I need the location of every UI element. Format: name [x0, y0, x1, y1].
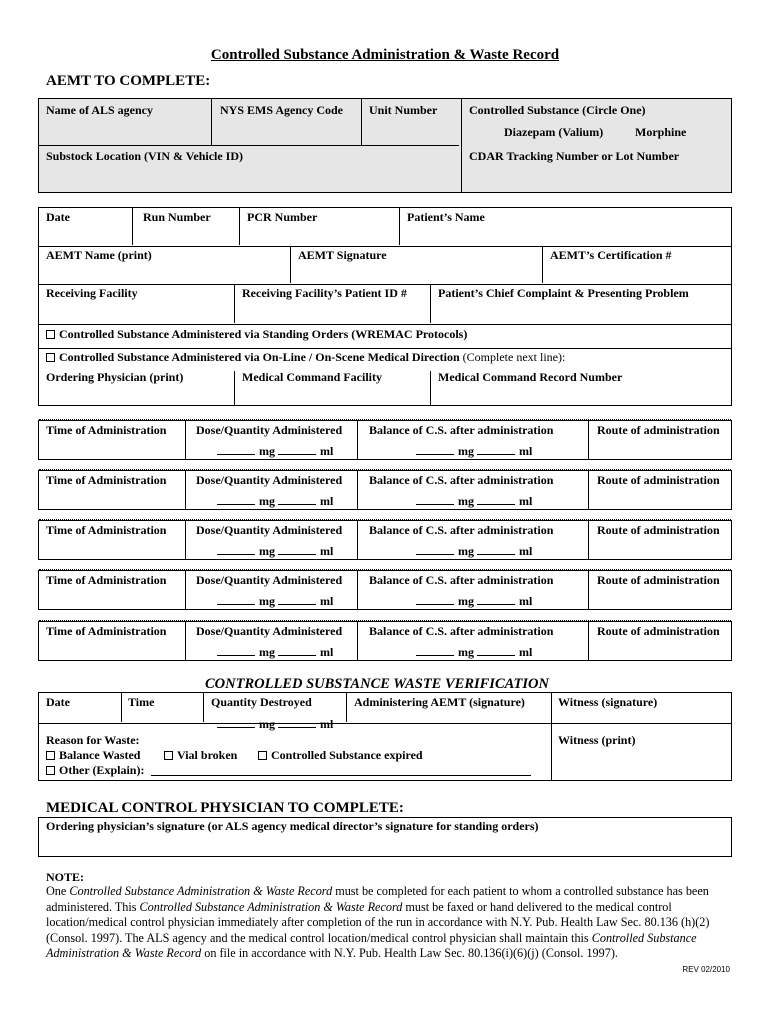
controlled-substance-label: Controlled Substance (Circle One)	[469, 103, 646, 117]
balance-field[interactable]: mg ml	[416, 544, 532, 559]
dose-field[interactable]: mg ml	[217, 444, 333, 459]
form-title: Controlled Substance Administration & Waste Record	[210, 47, 560, 63]
balance-label: Balance of C.S. after administration	[369, 624, 554, 638]
checkbox-icon[interactable]	[164, 751, 173, 760]
note-heading: NOTE:	[46, 870, 85, 884]
online-direction-option[interactable]: Controlled Substance Administered via On-Line / On-Scene Medical Direction (Complete next line):	[46, 350, 565, 365]
administration-row	[38, 420, 732, 460]
administration-row	[38, 520, 732, 560]
balance-field[interactable]: mg ml	[416, 444, 532, 459]
administration-row	[38, 570, 732, 610]
patient-box	[38, 207, 732, 406]
medical-command-facility-field[interactable]: Medical Command Facility	[242, 370, 382, 384]
agency-name-field[interactable]: Name of ALS agency	[46, 103, 153, 117]
waste-date-field[interactable]: Date	[46, 695, 70, 709]
aemt-signature-field[interactable]: AEMT Signature	[298, 248, 387, 262]
date-field[interactable]: Date	[46, 210, 70, 224]
balance-field[interactable]: mg ml	[416, 494, 532, 509]
reason-label: Reason for Waste:	[46, 733, 140, 747]
balance-label: Balance of C.S. after administration	[369, 473, 554, 487]
checkbox-icon[interactable]	[46, 751, 55, 760]
quantity-destroyed-label: Quantity Destroyed	[211, 695, 312, 709]
checkbox-icon[interactable]	[46, 766, 55, 775]
time-of-administration-field[interactable]: Time of Administration	[46, 473, 167, 487]
time-of-administration-field[interactable]: Time of Administration	[46, 573, 167, 587]
time-of-administration-field[interactable]: Time of Administration	[46, 523, 167, 537]
revision-label: REV 02/2010	[682, 965, 730, 974]
ordering-physician-field[interactable]: Ordering Physician (print)	[46, 370, 184, 384]
waste-heading: CONTROLLED SUBSTANCE WASTE VERIFICATION	[205, 676, 549, 692]
expired-option[interactable]: Controlled Substance expired	[258, 748, 423, 763]
witness-print-field[interactable]: Witness (print)	[558, 733, 636, 747]
medical-command-record-field[interactable]: Medical Command Record Number	[438, 370, 623, 384]
other-explain-line[interactable]	[151, 775, 531, 776]
pcr-number-field[interactable]: PCR Number	[247, 210, 318, 224]
patient-name-field[interactable]: Patient’s Name	[407, 210, 485, 224]
vial-broken-option[interactable]: Vial broken	[164, 748, 237, 763]
administration-row	[38, 621, 732, 661]
route-field[interactable]: Route of administration	[597, 473, 720, 487]
time-of-administration-field[interactable]: Time of Administration	[46, 423, 167, 437]
administering-aemt-field[interactable]: Administering AEMT (signature)	[354, 695, 525, 709]
dose-label: Dose/Quantity Administered	[196, 423, 343, 437]
other-option[interactable]: Other (Explain):	[46, 763, 144, 778]
quantity-destroyed-field[interactable]: mg ml	[217, 717, 333, 732]
unit-number-field[interactable]: Unit Number	[369, 103, 438, 117]
dose-label: Dose/Quantity Administered	[196, 624, 343, 638]
dose-field[interactable]: mg ml	[217, 594, 333, 609]
administration-row	[38, 470, 732, 510]
physician-box	[38, 817, 732, 857]
route-field[interactable]: Route of administration	[597, 573, 720, 587]
balance-field[interactable]: mg ml	[416, 645, 532, 660]
waste-time-field[interactable]: Time	[128, 695, 155, 709]
physician-section-heading: MEDICAL CONTROL PHYSICIAN TO COMPLETE:	[46, 800, 404, 816]
witness-signature-field[interactable]: Witness (signature)	[558, 695, 658, 709]
agency-box	[38, 98, 732, 193]
checkbox-icon[interactable]	[46, 353, 55, 362]
route-field[interactable]: Route of administration	[597, 624, 720, 638]
waste-box	[38, 692, 732, 781]
balance-label: Balance of C.S. after administration	[369, 573, 554, 587]
standing-orders-option[interactable]: Controlled Substance Administered via Standing Orders (WREMAC Protocols)	[46, 327, 467, 342]
substock-location-field[interactable]: Substock Location (VIN & Vehicle ID)	[46, 149, 244, 163]
note-text: One Controlled Substance Administration & Waste Record must be completed for each patient to whom a controlled substance has been administered. This Controlled Substance Administration & Waste Record must be faxed or hand delivered to the medical control location/medical control physician immediately after completion of the run in accordance with N.Y. Pub. Health Law Sec. 80.136 (h)(2) (Consol. 1997). The ALS agency and the medical control location/medical control physician shall maintain this Controlled Substance Administration & Waste Record on file in accordance with N.Y. Pub. Health Law Sec. 80.136(i)(6)(j) (Consol. 1997).	[46, 884, 710, 961]
run-number-field[interactable]: Run Number	[143, 210, 211, 224]
route-field[interactable]: Route of administration	[597, 423, 720, 437]
dose-label: Dose/Quantity Administered	[196, 523, 343, 537]
balance-wasted-option[interactable]: Balance Wasted	[46, 748, 140, 763]
agency-code-field[interactable]: NYS EMS Agency Code	[220, 103, 344, 117]
dose-field[interactable]: mg ml	[217, 544, 333, 559]
aemt-section-heading: AEMT TO COMPLETE:	[46, 73, 211, 89]
chief-complaint-field[interactable]: Patient’s Chief Complaint & Presenting Problem	[438, 286, 689, 300]
dose-field[interactable]: mg ml	[217, 645, 333, 660]
aemt-name-field[interactable]: AEMT Name (print)	[46, 248, 152, 262]
physician-signature-field[interactable]: Ordering physician’s signature (or ALS agency medical director’s signature for standing orders)	[46, 819, 539, 833]
balance-label: Balance of C.S. after administration	[369, 523, 554, 537]
dose-label: Dose/Quantity Administered	[196, 573, 343, 587]
checkbox-icon[interactable]	[258, 751, 267, 760]
checkbox-icon[interactable]	[46, 330, 55, 339]
option-diazepam[interactable]: Diazepam (Valium)	[504, 125, 604, 139]
time-of-administration-field[interactable]: Time of Administration	[46, 624, 167, 638]
route-field[interactable]: Route of administration	[597, 523, 720, 537]
option-morphine[interactable]: Morphine	[635, 125, 687, 139]
balance-field[interactable]: mg ml	[416, 594, 532, 609]
dose-field[interactable]: mg ml	[217, 494, 333, 509]
receiving-facility-field[interactable]: Receiving Facility	[46, 286, 138, 300]
receiving-patient-id-field[interactable]: Receiving Facility’s Patient ID #	[242, 286, 407, 300]
dose-label: Dose/Quantity Administered	[196, 473, 343, 487]
aemt-cert-field[interactable]: AEMT’s Certification #	[550, 248, 672, 262]
cdar-tracking-field[interactable]: CDAR Tracking Number or Lot Number	[469, 149, 680, 163]
balance-label: Balance of C.S. after administration	[369, 423, 554, 437]
